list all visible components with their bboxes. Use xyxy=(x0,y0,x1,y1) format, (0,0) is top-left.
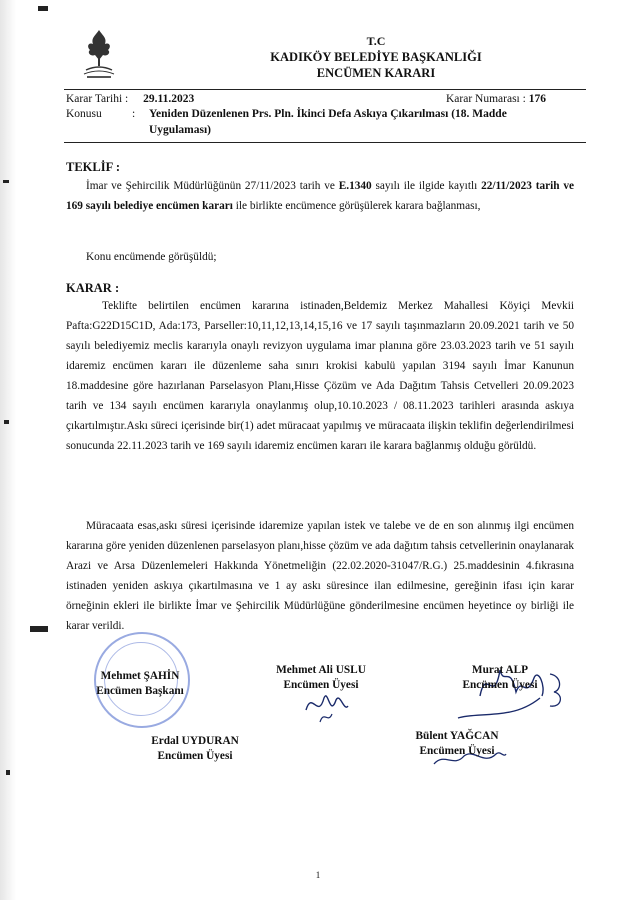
teklif-ref-number: E.1340 xyxy=(338,180,372,192)
signatory-name: Bülent YAĞCAN xyxy=(415,730,499,742)
signature-block-alp xyxy=(440,663,560,693)
scan-mark xyxy=(6,770,10,775)
karar-paragraph-2: Müracaata esas,askı süresi içerisinde idaremize yapılan istek ve talebe ve de en son alınmış ilgi encümen kararına göre yeniden düzenlenen parselasyon planı,hisse çözüm ve ada dağıtım tahsis cetvellerinin onaylanarak Arazi ve Arsa Düzenlemeleri Hakkında Yönetmeliğin (22.02.2020-31047/R.G.) 25.maddesinin 4.fıkrasına istinaden yeniden askıya çıkartılmasına ve 1 ay askı süresince ilan edilmesine, gereğinin ifası için karar örneğinin ekleri ile birlikte İmar ve Şehircilik Müdürlüğüne gönderilmesine encümen heyetince oy birliği ile karar verildi. xyxy=(66,520,574,632)
scan-mark xyxy=(38,6,48,11)
signatory-name: Murat ALP xyxy=(471,664,529,676)
signatory-title: Encümen Üyesi xyxy=(419,745,495,757)
decision-number-value: 176 xyxy=(528,93,546,105)
decision-date-label: Karar Tarihi : xyxy=(66,93,129,105)
subject-line-2: Uygulaması) xyxy=(149,124,211,136)
decision-date xyxy=(66,93,194,105)
subject-colon: : xyxy=(132,108,136,120)
header-subtitle: ENCÜMEN KARARI xyxy=(316,66,436,80)
subject-label: Konusu xyxy=(66,108,102,120)
scan-mark xyxy=(4,420,9,424)
signature-block-sahin xyxy=(80,669,200,699)
karar-paragraph-1: Teklifte belirtilen encümen kararına istinaden,Beldemiz Merkez Mahallesi Köyiçi Mevkii Pafta:G22D15C1D, Ada:173, Parseller:10,11,12,13,14,15,16 ve 17 sayılı taşınmazların 20.09.2021 tarih ve 50 sayılı belediyemiz meclis kararıyla onaylı revizyon uygulama imar planına göre 23.03.2023 tarih ve 51 sayılı idaremiz encümen kararı ile düzenleme saha sınırı krokisi kabulü yapılan 3194 sayılı İmar Kanunun 18.maddesine göre hazırlanan Parselasyon Planı,Hisse Çözüm ve Ada Dağıtım Tahsis Cetvelleri 20.09.2023 tarih ve 134 sayılı encümen kararıyla onaylanmış olup,10.10.2023 / 08.11.2023 tarihleri arasında askıya çıkartılmıştır.Askı süreci içerisinde bir(1) adet müracaat yapılmış ve müracaata ilişkin teklifin değerlendirilmesi sonucunda 22.11.2023 tarih ve 169 sayılı idaremiz encümen kararı ile karara bağlanmış olduğu görüldü. xyxy=(66,300,574,452)
top-rule xyxy=(64,89,586,90)
teklif-text-f: karara bağlanması, xyxy=(395,200,481,212)
scan-mark xyxy=(30,626,48,632)
signatory-title: Encümen Üyesi xyxy=(283,679,359,691)
signature-block-uslu xyxy=(256,663,386,693)
subject xyxy=(66,108,586,120)
signatory-title: Encümen Üyesi xyxy=(157,750,233,762)
decision-number xyxy=(446,93,546,105)
scan-edge-shadow xyxy=(0,0,16,900)
teklif-paragraph xyxy=(66,176,574,216)
teklif-text-e: ile birlikte encümence görüşülerek xyxy=(232,200,393,212)
subject-line-1: Yeniden Düzenlenen Prs. Pln. İkinci Defa Askıya Çıkarılması (18. Madde xyxy=(149,108,507,120)
meta-rule xyxy=(64,142,586,143)
signatory-name: Mehmet ŞAHİN xyxy=(100,670,180,682)
signatory-name: Mehmet Ali USLU xyxy=(276,664,366,676)
teklif-ref-decision: 22/11/2023 tarih ve 169 sayılı belediye encümen kararı xyxy=(66,180,575,212)
signatory-title: Encümen Üyesi xyxy=(462,679,538,691)
teklif-text-a: İmar ve Şehircilik Müdürlüğünün 27/11/2023 tarih ve xyxy=(86,180,339,192)
header-title: KADIKÖY BELEDİYE BAŞKANLIĞI xyxy=(270,50,482,64)
signature-block-uyduran xyxy=(130,734,260,764)
teklif-discussed: Konu encümende görüşüldü; xyxy=(86,251,217,263)
teklif-text-c: sayılı ile ilgide kayıtlı xyxy=(371,180,478,192)
scan-mark xyxy=(3,180,9,183)
signatory-title: Encümen Başkanı xyxy=(96,685,184,697)
page-number: 1 xyxy=(315,870,321,880)
teklif-heading: TEKLİF : xyxy=(66,160,121,174)
decision-number-label: Karar Numarası : xyxy=(446,93,526,105)
signatory-name: Erdal UYDURAN xyxy=(151,735,239,747)
signature-block-yagcan xyxy=(392,729,522,759)
header-tc: T.C xyxy=(366,34,386,48)
decision-date-value: 29.11.2023 xyxy=(143,93,195,105)
karar-heading: KARAR : xyxy=(66,281,120,295)
